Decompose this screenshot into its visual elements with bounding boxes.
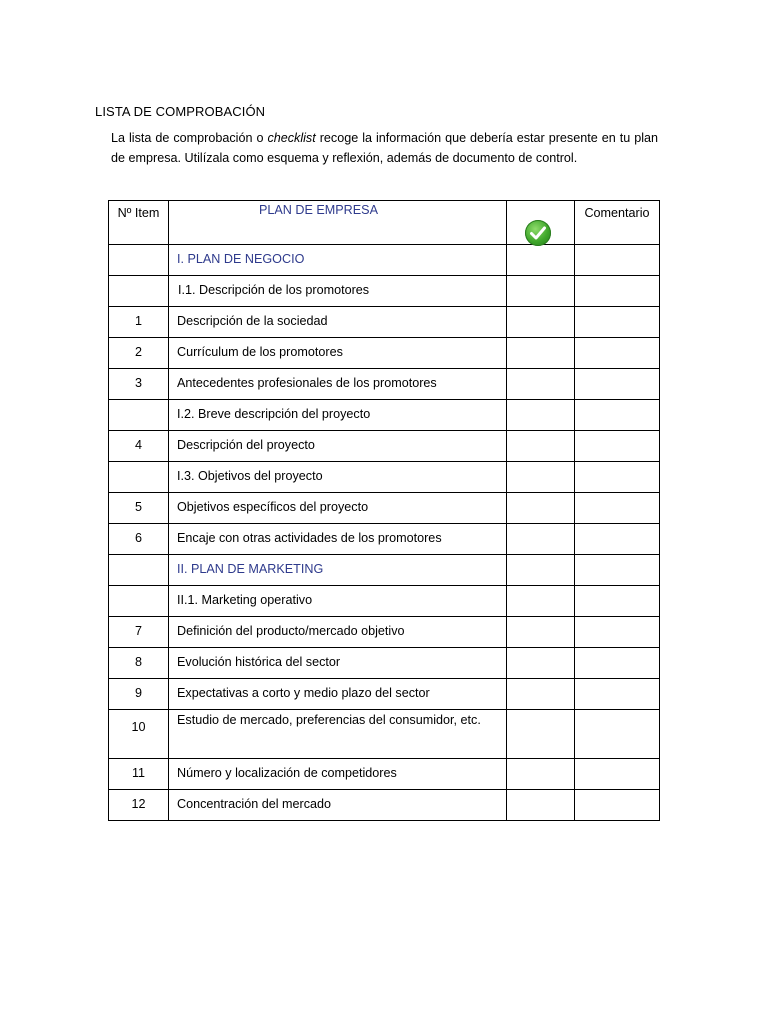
row-text-cell — [169, 276, 507, 307]
check-cell[interactable] — [507, 524, 575, 555]
subsection-title: II.1. Marketing operativo — [177, 593, 313, 607]
check-cell[interactable] — [507, 276, 575, 307]
comment-cell[interactable] — [575, 276, 660, 307]
row-text-cell — [169, 245, 507, 276]
item-text: Encaje con otras actividades de los promotores — [177, 531, 442, 545]
row-number-cell — [109, 710, 169, 759]
table-row — [109, 400, 660, 431]
table-row — [109, 493, 660, 524]
check-cell[interactable] — [507, 790, 575, 821]
table-row — [109, 679, 660, 710]
comment-cell[interactable] — [575, 555, 660, 586]
comment-cell[interactable] — [575, 338, 660, 369]
check-cell[interactable] — [507, 462, 575, 493]
row-text-cell — [169, 307, 507, 338]
row-number-cell — [109, 369, 169, 400]
check-cell[interactable] — [507, 679, 575, 710]
item-text: Antecedentes profesionales de los promotores — [177, 376, 437, 390]
item-text: Descripción del proyecto — [177, 438, 315, 452]
row-number: 8 — [134, 655, 142, 669]
table-row — [109, 276, 660, 307]
row-text-cell — [169, 759, 507, 790]
comment-cell[interactable] — [575, 790, 660, 821]
check-cell[interactable] — [507, 493, 575, 524]
row-text-cell — [169, 586, 507, 617]
table-row — [109, 790, 660, 821]
intro-text-start: La lista de comprobación o — [111, 131, 268, 145]
row-number-cell — [109, 431, 169, 462]
intro-paragraph — [111, 128, 658, 168]
row-number: 12 — [131, 797, 146, 811]
comment-cell[interactable] — [575, 524, 660, 555]
row-number-cell — [109, 679, 169, 710]
row-text-cell — [169, 679, 507, 710]
item-text: Currículum de los promotores — [177, 345, 343, 359]
table-row — [109, 586, 660, 617]
row-number-cell — [109, 493, 169, 524]
row-number-cell — [109, 759, 169, 790]
header-check-cell — [507, 201, 575, 245]
table-row — [109, 462, 660, 493]
comment-cell[interactable] — [575, 431, 660, 462]
row-number: 7 — [134, 624, 142, 638]
header-plan: PLAN DE EMPRESA — [259, 203, 378, 217]
row-number — [109, 462, 168, 469]
row-number: 10 — [131, 720, 146, 734]
row-number: 9 — [134, 686, 142, 700]
row-number-cell — [109, 555, 169, 586]
row-number-cell — [109, 338, 169, 369]
row-text-cell — [169, 400, 507, 431]
row-number — [109, 586, 168, 593]
table-row — [109, 648, 660, 679]
checklist-table — [108, 200, 660, 821]
table-row — [109, 710, 660, 759]
row-text-cell — [169, 648, 507, 679]
section-title: II. PLAN DE MARKETING — [177, 562, 324, 576]
check-cell[interactable] — [507, 369, 575, 400]
table-row — [109, 245, 660, 276]
table-row — [109, 431, 660, 462]
section-title: I. PLAN DE NEGOCIO — [177, 252, 305, 266]
row-number — [109, 555, 168, 562]
row-text-cell — [169, 369, 507, 400]
row-number-cell — [109, 524, 169, 555]
item-text: Concentración del mercado — [177, 797, 332, 811]
row-number-cell — [109, 462, 169, 493]
subsection-title: I.3. Objetivos del proyecto — [177, 469, 323, 483]
row-number-cell — [109, 400, 169, 431]
comment-cell[interactable] — [575, 307, 660, 338]
item-text: Definición del producto/mercado objetivo — [177, 624, 405, 638]
header-comment-cell — [575, 201, 660, 245]
row-text-cell — [169, 790, 507, 821]
check-cell[interactable] — [507, 245, 575, 276]
row-text-cell — [169, 431, 507, 462]
row-number-cell — [109, 276, 169, 307]
check-cell[interactable] — [507, 710, 575, 759]
row-text-cell — [169, 524, 507, 555]
check-cell[interactable] — [507, 431, 575, 462]
table-row — [109, 759, 660, 790]
check-cell[interactable] — [507, 648, 575, 679]
header-row — [109, 201, 660, 245]
item-text: Descripción de la sociedad — [177, 314, 328, 328]
comment-cell[interactable] — [575, 400, 660, 431]
header-item-cell — [109, 201, 169, 245]
document-heading: LISTA DE COMPROBACIÓN — [95, 104, 266, 119]
row-number: 3 — [134, 376, 142, 390]
check-cell[interactable] — [507, 400, 575, 431]
table-row — [109, 338, 660, 369]
table-row — [109, 307, 660, 338]
intro-text-end: recoge la información que debería estar presente en tu plan de empresa. Utilízala como esquema y reflexión, además de documento de control. — [111, 131, 659, 165]
check-cell[interactable] — [507, 586, 575, 617]
table-row — [109, 524, 660, 555]
check-cell[interactable] — [507, 307, 575, 338]
row-text-cell — [169, 710, 507, 759]
row-number: 2 — [134, 345, 142, 359]
row-number-cell — [109, 648, 169, 679]
subsection-title: I.1. Descripción de los promotores — [178, 283, 370, 297]
table-row — [109, 555, 660, 586]
row-number — [109, 245, 168, 252]
table-row — [109, 369, 660, 400]
comment-cell[interactable] — [575, 679, 660, 710]
header-comment: Comentario — [584, 206, 650, 220]
row-number-cell — [109, 307, 169, 338]
item-text: Objetivos específicos del proyecto — [177, 500, 369, 514]
comment-cell[interactable] — [575, 493, 660, 524]
intro-italic-term: checklist — [267, 131, 316, 145]
row-text-cell — [169, 555, 507, 586]
subsection-title: I.2. Breve descripción del proyecto — [177, 407, 371, 421]
comment-cell[interactable] — [575, 759, 660, 790]
item-text: Expectativas a corto y medio plazo del sector — [177, 686, 430, 700]
header-item: Nº Item — [117, 206, 160, 220]
row-text-cell — [169, 493, 507, 524]
check-cell[interactable] — [507, 555, 575, 586]
check-cell[interactable] — [507, 759, 575, 790]
comment-cell[interactable] — [575, 648, 660, 679]
row-number-cell — [109, 790, 169, 821]
row-number-cell — [109, 617, 169, 648]
checkmark-icon — [525, 220, 551, 246]
table-row — [109, 617, 660, 648]
row-text-cell — [169, 617, 507, 648]
row-text-cell — [169, 462, 507, 493]
row-number: 11 — [131, 766, 146, 780]
comment-cell[interactable] — [575, 617, 660, 648]
comment-cell[interactable] — [575, 586, 660, 617]
row-number: 5 — [134, 500, 142, 514]
row-number: 6 — [134, 531, 142, 545]
item-text: Evolución histórica del sector — [177, 655, 341, 669]
check-cell[interactable] — [507, 617, 575, 648]
item-text: Estudio de mercado, preferencias del consumidor, etc. — [177, 713, 481, 727]
item-text: Número y localización de competidores — [177, 766, 397, 780]
row-number-cell — [109, 245, 169, 276]
row-number: 1 — [134, 314, 142, 328]
comment-cell[interactable] — [575, 462, 660, 493]
row-number — [109, 400, 168, 407]
row-text-cell — [169, 338, 507, 369]
comment-cell[interactable] — [575, 710, 660, 759]
row-number-cell — [109, 586, 169, 617]
header-plan-cell — [169, 201, 507, 245]
row-number: 4 — [134, 438, 142, 452]
comment-cell[interactable] — [575, 369, 660, 400]
check-cell[interactable] — [507, 338, 575, 369]
row-number — [109, 276, 168, 283]
comment-cell[interactable] — [575, 245, 660, 276]
